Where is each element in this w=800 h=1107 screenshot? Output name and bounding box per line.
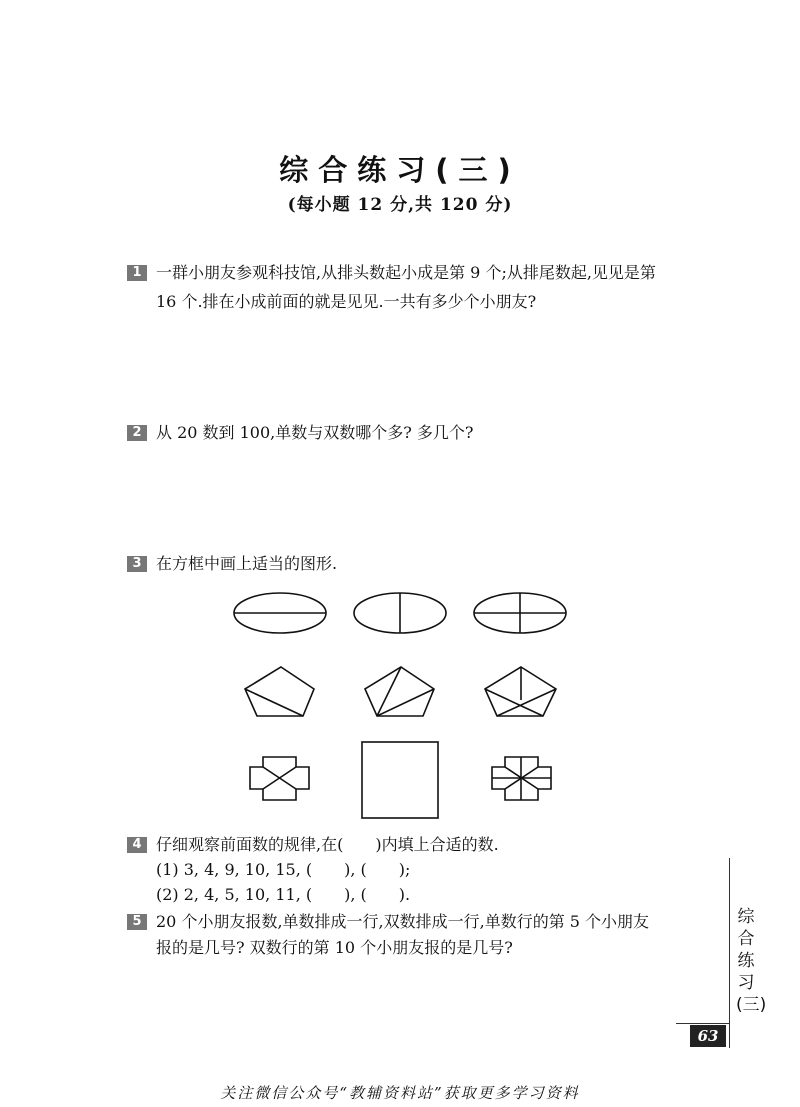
question-3-line-1: 在方框中画上适当的图形. <box>156 554 338 573</box>
question-5-line-2: 报的是几号? 双数行的第 10 个小朋友报的是几号? <box>156 938 513 957</box>
question-5-line-1: 20 个小朋友报数,单数排成一行,双数排成一行,单数行的第 5 个小朋友 <box>156 912 650 931</box>
cross-x-split <box>250 757 309 800</box>
ellipse-vertical-split <box>354 593 446 633</box>
pentagon-three-diagonals <box>485 667 556 716</box>
section-sidebar-label: 综合练习(三) <box>736 907 767 1015</box>
score-note: (每小题 12 分,共 120 分) <box>287 195 513 215</box>
question-1-line-2: 16 个.排在小成前面的就是见见.一共有多少个小朋友? <box>156 292 537 311</box>
sidebar-divider <box>729 858 730 1048</box>
footer-note: 关注微信公众号“教辅资料站”获取更多学习资料 <box>220 1084 580 1102</box>
pentagon-one-diagonal <box>245 667 314 716</box>
question-4-line-1: 仔细观察前面数的规律,在( )内填上合适的数. <box>156 835 499 854</box>
empty-square-answer-box <box>362 742 438 818</box>
ellipse-four-parts <box>474 593 566 633</box>
question-1-number: 1 <box>127 265 147 281</box>
question-4-line-2: (1) 3, 4, 9, 10, 15, ( ), ( ); <box>156 860 411 879</box>
question-4-line-3: (2) 2, 4, 5, 10, 11, ( ), ( ). <box>156 885 411 904</box>
question-5-number: 5 <box>127 914 147 930</box>
page-number-rule <box>676 1023 730 1024</box>
question-1-line-1: 一群小朋友参观科技馆,从排头数起小成是第 9 个;从排尾数起,见见是第 <box>156 263 656 282</box>
page-title: 综合练习(三) <box>279 153 521 187</box>
question-2-line-1: 从 20 数到 100,单数与双数哪个多? 多几个? <box>156 423 474 442</box>
ellipse-horizontal-split <box>234 593 326 633</box>
cross-star-split <box>492 757 551 800</box>
question-4-number: 4 <box>127 837 147 853</box>
question-2-number: 2 <box>127 425 147 441</box>
page-number: 63 <box>690 1025 726 1047</box>
question-3-number: 3 <box>127 556 147 572</box>
pentagon-two-diagonals <box>365 667 434 716</box>
